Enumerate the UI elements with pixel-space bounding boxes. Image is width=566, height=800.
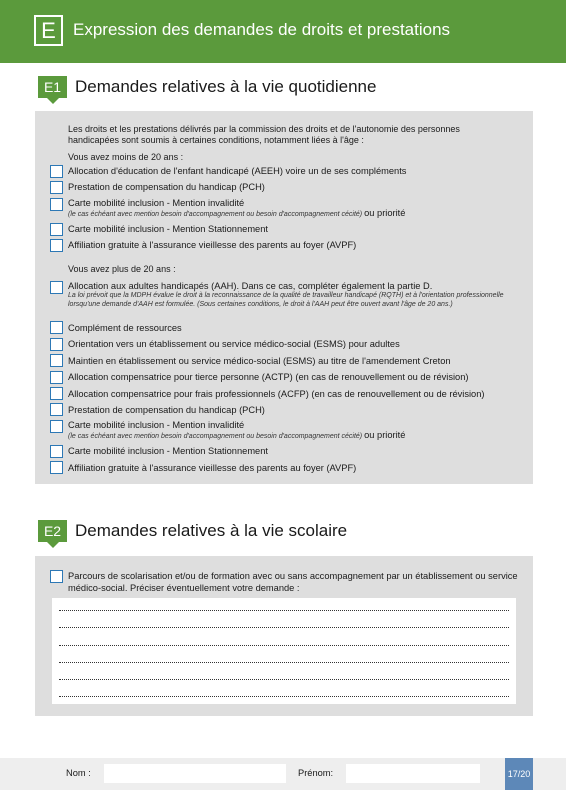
item-label-complement-ressources: Complément de ressources (68, 323, 182, 333)
item-label: Allocation aux adultes handicapés (AAH). Dans ce cas, compléter également la partie D. (68, 281, 433, 291)
item-label-avpf-minor: Affiliation gratuite à l'assurance vieillesse des parents au foyer (AVPF) (68, 240, 357, 250)
checkbox-pch-adult[interactable] (50, 403, 63, 416)
checkbox-cmi-invalidite-adult[interactable] (50, 420, 63, 433)
item-label-pch-minor: Prestation de compensation du handicap (PCH) (68, 182, 265, 192)
page-header (0, 0, 566, 63)
item-aah (68, 281, 528, 309)
section-letter: E (34, 15, 63, 46)
checkbox-cmi-stationnement-adult[interactable] (50, 445, 63, 458)
group-label-over-20: Vous avez plus de 20 ans : (68, 264, 176, 274)
checkbox-orientation-esms[interactable] (50, 338, 63, 351)
prenom-label: Prénom: (298, 768, 334, 778)
item-label-orientation-esms: Orientation vers un établissement ou service médico-social (ESMS) pour adultes (68, 339, 400, 349)
item-label: Carte mobilité inclusion - Mention invalidité (68, 198, 245, 208)
item-label-parcours-scolarisation: Parcours de scolarisation et/ou de formation avec ou sans accompagnement par un établissement ou service médico-social. Préciser éventuellement votre demande : (68, 571, 518, 593)
nom-input[interactable] (104, 764, 286, 783)
prenom-input[interactable] (346, 764, 480, 783)
item-note (68, 431, 528, 442)
checkbox-maintien-esms[interactable] (50, 354, 63, 367)
item-label-actp: Allocation compensatrice pour tierce personne (ACTP) (en cas de renouvellement ou de révision) (68, 372, 469, 382)
checkbox-aeeh[interactable] (50, 165, 63, 178)
page-number: 17/20 (505, 758, 533, 790)
item-label-avpf-adult: Affiliation gratuite à l'assurance vieillesse des parents au foyer (AVPF) (68, 463, 357, 473)
demande-textarea[interactable] (52, 598, 516, 704)
page-title: Expression des demandes de droits et prestations (73, 20, 451, 39)
checkbox-pch-minor[interactable] (50, 181, 63, 194)
item-label-pch-adult: Prestation de compensation du handicap (PCH) (68, 405, 265, 415)
checkbox-cmi-invalidite-minor[interactable] (50, 198, 63, 211)
section-badge-e2: E2 (38, 520, 67, 542)
dotted-line (59, 679, 509, 680)
dotted-line (59, 645, 509, 646)
checkbox-aah[interactable] (50, 281, 63, 294)
note-text: (le cas échéant avec mention besoin d'accompagnement ou besoin d'accompagnement cécité) (68, 433, 363, 440)
dotted-line (59, 696, 509, 697)
section-badge-e1: E1 (38, 76, 67, 98)
dotted-line (59, 662, 509, 663)
item-label-maintien-esms: Maintien en établissement ou service médico-social (ESMS) au titre de l'amendement Creton (68, 356, 451, 366)
item-cmi-invalidite-adult (68, 420, 528, 442)
note-text: (le cas échéant avec mention besoin d'accompagnement ou besoin d'accompagnement cécité) (68, 211, 363, 218)
note-tail: ou priorité (364, 430, 406, 440)
checkbox-actp[interactable] (50, 371, 63, 384)
checkbox-cmi-stationnement-minor[interactable] (50, 223, 63, 236)
nom-label: Nom : (66, 768, 91, 778)
note-tail: ou priorité (364, 208, 406, 218)
item-cmi-invalidite-minor (68, 198, 528, 220)
item-label-cmi-stationnement-minor: Carte mobilité inclusion - Mention Stationnement (68, 224, 268, 234)
section-title-e1: Demandes relatives à la vie quotidienne (75, 77, 377, 96)
section-title-e2: Demandes relatives à la vie scolaire (75, 521, 348, 540)
checkbox-parcours-scolarisation[interactable] (50, 570, 63, 583)
item-note (68, 209, 528, 220)
intro-text: Les droits et les prestations délivrés par la commission des droits et de l'autonomie des personnes handicapées sont soumis à certaines conditions, notamment liées à l'âge : (68, 124, 460, 145)
group-label-under-20: Vous avez moins de 20 ans : (68, 152, 184, 162)
item-note: La loi prévoit que la MDPH évalue le droit à la reconnaissance de la qualité de travailleur handicapé (RQTH) et à l'orientation professionnelle lorsqu'une demande d'AAH est formulée. (Sous certaines conditions, le droit à l'AAH peut être ouvert avant l'âge de 20 ans.) (68, 292, 504, 308)
item-label: Carte mobilité inclusion - Mention invalidité (68, 420, 245, 430)
checkbox-complement-ressources[interactable] (50, 321, 63, 334)
dotted-line (59, 610, 509, 611)
checkbox-acfp[interactable] (50, 387, 63, 400)
item-label-aeeh: Allocation d'éducation de l'enfant handicapé (AEEH) voire un de ses compléments (68, 166, 407, 176)
item-label-acfp: Allocation compensatrice pour frais professionnels (ACFP) (en cas de renouvellement ou de révision) (68, 389, 485, 399)
dotted-line (59, 627, 509, 628)
checkbox-avpf-minor[interactable] (50, 239, 63, 252)
checkbox-avpf-adult[interactable] (50, 461, 63, 474)
item-label-cmi-stationnement-adult: Carte mobilité inclusion - Mention Stationnement (68, 446, 268, 456)
